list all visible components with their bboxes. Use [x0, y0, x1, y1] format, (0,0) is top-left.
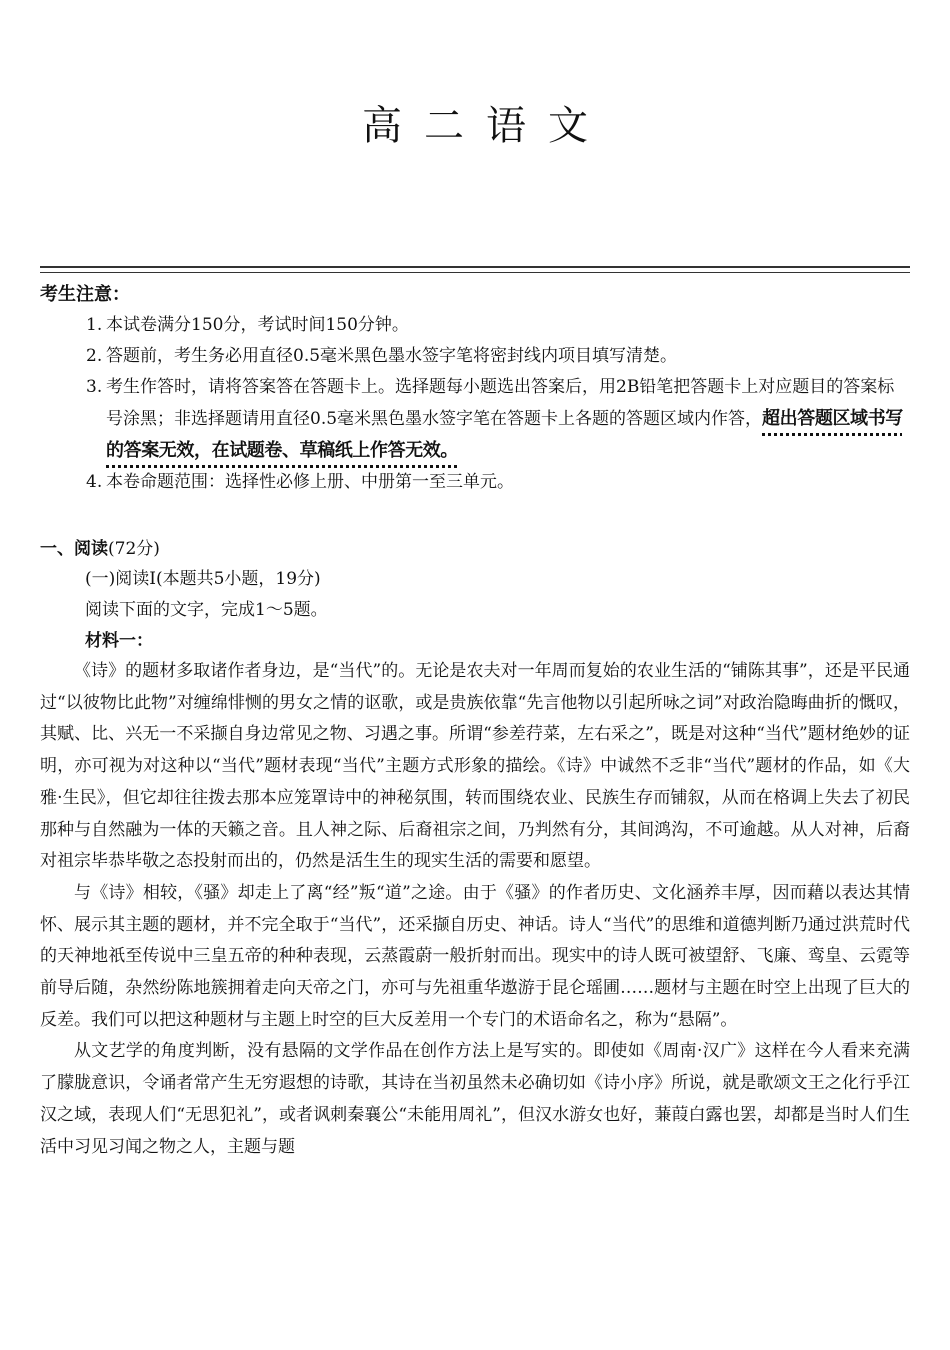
notice-item-text: 本卷命题范围：选择性必修上册、中册第一至三单元。 [106, 472, 514, 492]
notice-item-number: 4. [86, 472, 103, 492]
section-subheading: (一)阅读Ⅰ(本题共5小题，19分) [85, 569, 321, 589]
notice-item-text: 答题前，考生务必用直径0.5毫米黑色墨水签字笔将密封线内项目填写清楚。 [106, 346, 678, 366]
material-label: 材料一： [85, 631, 153, 651]
notice-item [40, 341, 910, 372]
notice-item [40, 467, 910, 498]
header-divider-thin [40, 272, 910, 273]
page-title: 高二语文 [362, 103, 610, 149]
section-heading [40, 535, 160, 563]
notice-item-number: 3. [86, 377, 103, 397]
notice-item [40, 372, 910, 467]
section-heading-title: 一、阅读 [40, 539, 108, 559]
notice-item [40, 310, 910, 341]
notice-item-number: 1. [86, 315, 103, 335]
notice-heading: 考生注意： [40, 284, 130, 305]
passage-paragraph: 《诗》的题材多取诸作者身边，是“当代”的。无论是农夫对一年周而复始的农业生活的“铺陈其事”，还是平民通过“以彼物比此物”对缠绵悱恻的男女之情的讴歌，或是贵族依靠“先言他物以引起所咏之词”对政治隐晦曲折的慨叹，其赋、比、兴无一不采撷自身边常见之物、习遇之事。所谓“参差荇菜，左右采之”，既是对这种“当代”题材绝妙的证明，亦可视为对这种以“当代”题材表现“当代”主题方式形象的描绘。《诗》中诚然不乏非“当代”题材的作品，如《大雅·生民》，但它却往往拨去那本应笼罩诗中的神秘氛围，转而围绕农业、民族生存而铺叙，从而在格调上失去了初民那种与自然融为一体的天籁之音。且人神之际、后裔祖宗之间，乃判然有分，其间鸿沟，不可逾越。从人对神，后裔对祖宗毕恭毕敬之态投射而出的，仍然是活生生的现实生活的需要和愿望。 [40, 661, 910, 872]
passage-paragraph: 从文艺学的角度判断，没有悬隔的文学作品在创作方法上是写实的。即使如《周南·汉广》这样在今人看来充满了朦胧意识，令诵者常产生无穷遐想的诗歌，其诗在当初虽然未必确切如《诗小序》所说，就是歌颂文王之化行乎江汉之域，表现人们“无思犯礼”，或者讽刺秦襄公“未能用周礼”，但汉水游女也好，蒹葭白露也罢，却都是当时人们生活中习见习闻之物之人，主题与题 [40, 1041, 910, 1157]
section-heading-score: (72分) [108, 539, 160, 559]
notice-item-text: 本试卷满分150分，考试时间150分钟。 [106, 315, 409, 335]
passage-paragraph: 与《诗》相较，《骚》却走上了离“经”叛“道”之途。由于《骚》的作者历史、文化涵养丰厚，因而藉以表达其情怀、展示其主题的题材，并不完全取于“当代”，还采撷自历史、神话。诗人“当代”的思维和道德判断乃通过洪荒时代的天神地祇至传说中三皇五帝的种种表现，云蒸霞蔚一般折射而出。现实中的诗人既可被望舒、飞廉、鸾皇、云霓等前导后随，杂然纷陈地簇拥着走向天帝之门，亦可与先祖重华遨游于昆仑瑶圃……题材与主题在时空上出现了巨大的反差。我们可以把这种题材与主题上时空的巨大反差用一个专门的术语命名之，称为“悬隔”。 [40, 882, 910, 1030]
header-divider [40, 266, 910, 268]
reading-passage [40, 656, 910, 1163]
candidate-notice [40, 280, 910, 498]
notice-item-emphasis: 超出答题区域书写的答案无效，在试题卷、草稿纸上作答无效。 [106, 408, 903, 461]
notice-item-text: 考生作答时，请将答案答在答题卡上。选择题每小题选出答案后，用2B铅笔把答题卡上对应题目的答案标号涂黑；非选择题请用直径0.5毫米黑色墨水签字笔在答题卡上各题的答题区域内作答， [106, 377, 895, 429]
notice-item-number: 2. [86, 346, 103, 366]
section-instruction: 阅读下面的文字，完成1～5题。 [85, 600, 328, 620]
